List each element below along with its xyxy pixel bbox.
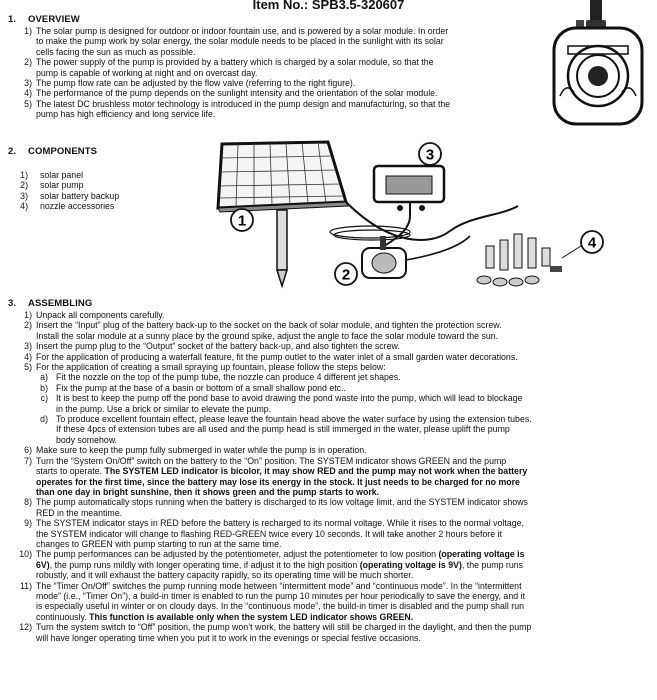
assembling-heading-text: ASSEMBLING: [28, 298, 93, 309]
overview-list: [12, 26, 552, 120]
callout-3: [419, 143, 441, 165]
list-item: 1) solar panel: [20, 170, 84, 180]
components-number: 2.: [8, 146, 17, 157]
list-item: 6) Make sure to keep the pump fully submerged in water while the pump is in operation.: [24, 445, 367, 456]
svg-text:4: 4: [587, 234, 597, 252]
assembling-list: [12, 310, 642, 643]
components-heading-text: COMPONENTS: [28, 146, 98, 157]
list-item: 5) The latest DC brushless motor technology is introduced in the pump design and manufacturing, so that the pump has high efficiency and long service life.: [24, 98, 451, 120]
list-item: 12) Turn the system switch to “Off” position, the pump won’t work, the battery will still be charged in the daylight, and then the pump will have longer operating time when you put it to work in the evenings or special festive occasions.: [19, 622, 532, 643]
list-item: 1) The solar pump is designed for outdoor or indoor fountain use, and is powered by a solar module. In order to make the pump work by solar energy, the solar module needs to be placed in the sunlight with its solar cells facing the sun as much as possible.: [24, 26, 449, 57]
list-item: 4) The performance of the pump depends on the sunlight intensity and the orientation of the solar module.: [24, 88, 438, 99]
list-item: 2) The power supply of the pump is provided by a battery which is charged by a solar module, so that the pump is capable of working at night and on overcast day.: [24, 57, 434, 78]
list-item: 11) The “Timer On/Off” switches the pump running mode between “intermittent mode” and “continuous mode”. In the “intermittent mode” (i.e., “Timer On”), a build-in timer is enabled to run the pump 10 minutes per hour periodically to save the energy, and it is especially useful in winter or on cloudy days. In the “continuous mode”, the build-in timer is disabled and the pump shall run continuously. This function is available only when the system LED indicator shows GREEN.: [19, 580, 525, 622]
components-list: [14, 170, 119, 212]
sub-step: c) It is best to keep the pump off the pond base to avoid drawing the pond waste into the pump, which will lead to blockage in the pump. Use a brick or similar to elevate the pump.: [40, 393, 523, 414]
list-item: 3) The pump flow rate can be adjusted by the flow valve (referring to the right figure).: [24, 78, 356, 89]
list-item: 2) solar pump: [20, 180, 84, 191]
svg-text:2: 2: [341, 266, 351, 284]
overview-number: 1.: [8, 14, 17, 25]
svg-text:1: 1: [237, 212, 247, 230]
list-item: 4) nozzle accessories: [20, 201, 115, 212]
assembling-heading: [8, 298, 92, 309]
item-number-title: Item No.: SPB3.5-320607: [252, 0, 405, 12]
callout-2: [335, 263, 357, 285]
pump-flow-valve-illustration: [546, 0, 650, 128]
nozzle-accessories-drawing: [477, 234, 562, 286]
list-item: 8) The pump automatically stops running when the battery is discharged to its low voltage limit, and the SYSTEM indicator shows RED in the meantime.: [24, 497, 528, 518]
list-item: 3) solar battery backup: [20, 190, 120, 201]
sub-step: b) Fix the pump at the base of a basin or bottom of a small shallow pond etc..: [40, 382, 346, 393]
assembling-number: 3.: [8, 298, 17, 309]
list-item: 2) Insert the “Input” plug of the battery back-up to the socket on the back of solar module, and tighten the protection screw. Install the solar module at a sunny place by the ground spike, adjust the angle to face the solar module toward the sun.: [24, 320, 502, 341]
list-item: 7) Turn the “System On/Off” switch on the battery to the “On” position. The SYSTEM indicator shows GREEN and the pump starts to operate. The SYSTEM LED indicator is bicolor, it may show RED and the pump may not work when the battery operates for the first time, since the battery may lose its energy in the stock. It just needs to be charged for no more than one day in bright sunshine, then it shows green and the pump starts to work.: [24, 455, 528, 497]
list-item: 10) The pump performances can be adjusted by the potentiometer, adjust the potentiometer to low position (operating voltage is 6V), the pump runs mildly with longer operating time, if adjust it to the high position (operating voltage is 9V), the pump runs robustly, and it will exhaust the battery capacity rapidly, so its operating time will be much shorter.: [19, 549, 525, 581]
callout-4: [562, 231, 603, 258]
list-item: 3) Insert the pump plug to the “Output” socket of the battery back-up, and also tighten the screw.: [24, 341, 400, 352]
components-heading: [8, 146, 97, 157]
list-item: 4) For the application of producing a waterfall feature, fit the pump outlet to the water inlet of a small garden water decorations.: [24, 351, 518, 362]
svg-text:3: 3: [425, 146, 435, 164]
components-illustration: [200, 136, 610, 301]
list-item: 1) Unpack all components carefully.: [24, 310, 165, 320]
callout-1: [231, 209, 253, 231]
sub-step: a) Fit the nozzle on the top of the pump tube, the nozzle can produce 4 different jet shapes.: [40, 372, 401, 383]
list-item: 9) The SYSTEM indicator stays in RED before the battery is recharged to its normal voltage. While it rises to the normal voltage, the SYSTEM indicator will change to flashing RED-GREEN twice every 10 seconds. It will take another 2 hours before it changes to GREEN with pump starting to run at the same time.: [24, 518, 524, 549]
list-item: 5) For the application of creating a small spraying up fountain, please follow the steps below: a) Fit the nozzle on the top of the pump tube, the nozzle can produce 4 different jet shapes. b) Fix the pump at the base of a basin or bottom of a small shallow pond etc.. c) It is best to keep the pump off the pond base to avoid drawing the pond waste into the pump, which will lead to blockage in the pump. Use a brick or similar to elevate the pump. d) To produce excellent fountain effect, please leave the fountain head above the water surface by using the extension tubes. If these 4pcs of extension tubes are all used and the pump head is still immerged in the water, please uplift the pump body somehow.: [12, 362, 642, 445]
overview-heading-text: OVERVIEW: [28, 14, 80, 25]
pump-drawing: [362, 236, 470, 278]
overview-heading: [8, 14, 80, 25]
sub-step: d) To produce excellent fountain effect, please leave the fountain head above the water surface by using the extension tubes. If these 4pcs of extension tubes are all used and the pump head is still immerged in the water, please uplift the pump body somehow.: [40, 414, 532, 445]
